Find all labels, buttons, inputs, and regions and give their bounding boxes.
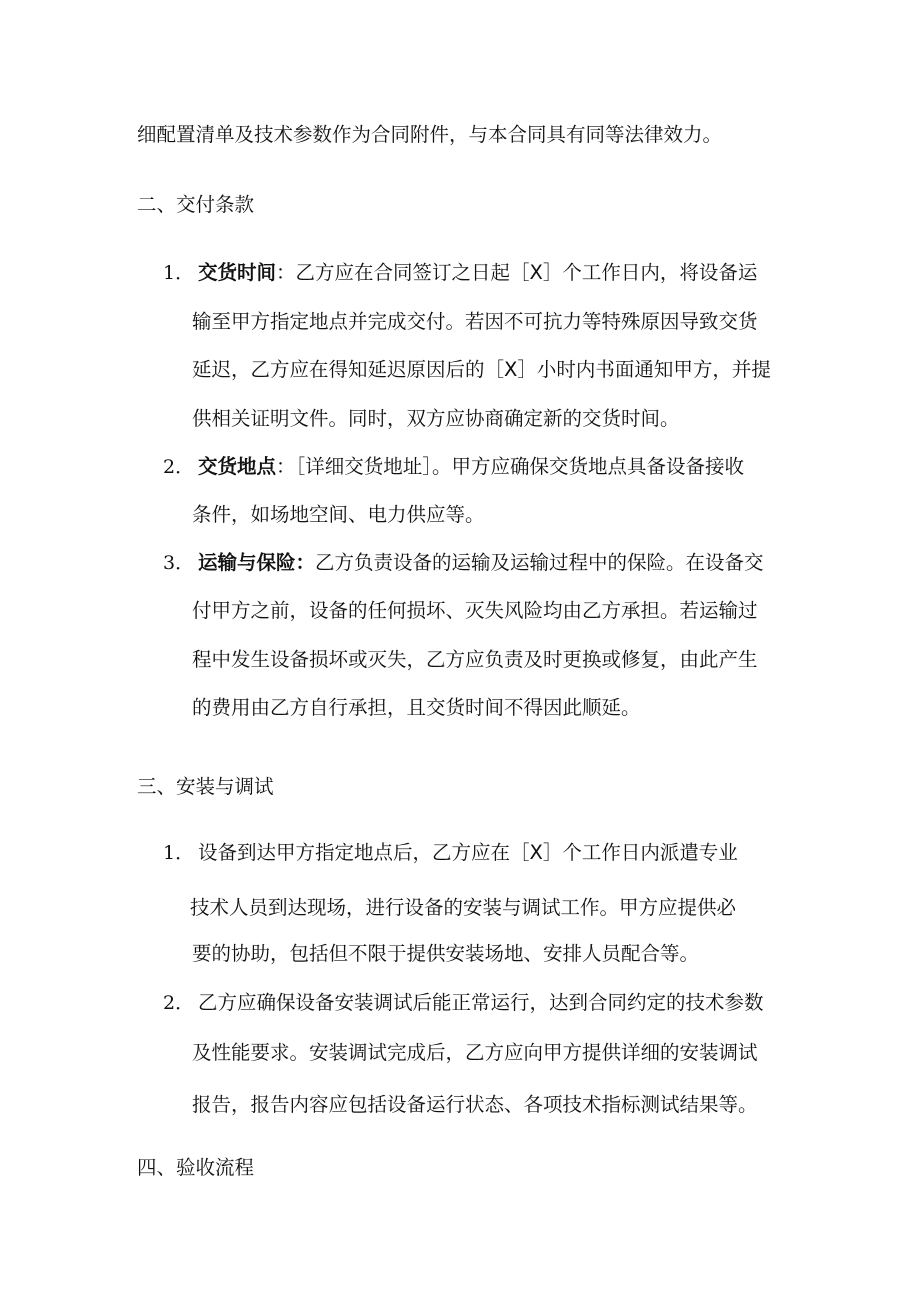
paragraph-line: 程中发生设备损坏或灭失，乙方应负责及时更换或修复，由此产生 [192,648,758,671]
item-title: 交货地点 [198,455,277,478]
item-title: 交货时间 [198,261,277,284]
item-number: 2． [163,992,195,1014]
paragraph-line: 要的协助，包括但不限于提供安装场地、安排人员配合等。 [192,942,700,965]
paragraph-line: 及性能要求。安装调试完成后，乙方应向甲方提供详细的安装调试 [192,1041,758,1064]
section-heading-installation: 三、安装与调试 [137,775,274,798]
list-item-delivery-time: 交货时间：乙方应在合同签订之日起［X］个工作日内，将设备运 [198,261,758,284]
item-number: 2． [163,456,195,478]
item-title: 运输与保险： [198,551,316,574]
paragraph-line: 的费用由乙方自行承担，且交货时间不得因此顺延。 [192,696,641,719]
list-item-installation-1: 设备到达甲方指定地点后，乙方应在［X］个工作日内派遣专业 [198,841,738,864]
list-item-transport-insurance: 运输与保险：乙方负责设备的运输及运输过程中的保险。在设备交 [198,551,764,574]
paragraph-line: 供相关证明文件。同时，双方应协商确定新的交货时间。 [192,407,680,430]
list-item-delivery-location: 交货地点：［详细交货地址］。甲方应确保交货地点具备设备接收 [198,455,745,478]
section-heading-delivery: 二、交付条款 [137,193,255,216]
paragraph-line: 条件，如场地空间、电力供应等。 [192,503,485,526]
paragraph-line: 付甲方之前，设备的任何损坏、灭失风险均由乙方承担。若运输过 [192,599,758,622]
list-item-installation-2: 乙方应确保设备安装调试后能正常运行，达到合同约定的技术参数 [198,991,764,1014]
intro-line: 细配置清单及技术参数作为合同附件，与本合同具有同等法律效力。 [137,123,723,146]
paragraph-line: 输至甲方指定地点并完成交付。若因不可抗力等特殊原因导致交货 [192,310,758,333]
item-number: 1． [163,262,195,284]
paragraph-line: 技术人员到达现场，进行设备的安装与调试工作。甲方应提供必 [190,896,737,919]
paragraph-line: 报告，报告内容应包括设备运行状态、各项技术指标测试结果等。 [192,1093,758,1116]
item-number: 1． [163,842,195,864]
item-number: 3． [163,552,195,574]
section-heading-acceptance: 四、验收流程 [137,1156,255,1179]
paragraph-line: 延迟，乙方应在得知延迟原因后的［X］小时内书面通知甲方，并提 [192,358,771,381]
